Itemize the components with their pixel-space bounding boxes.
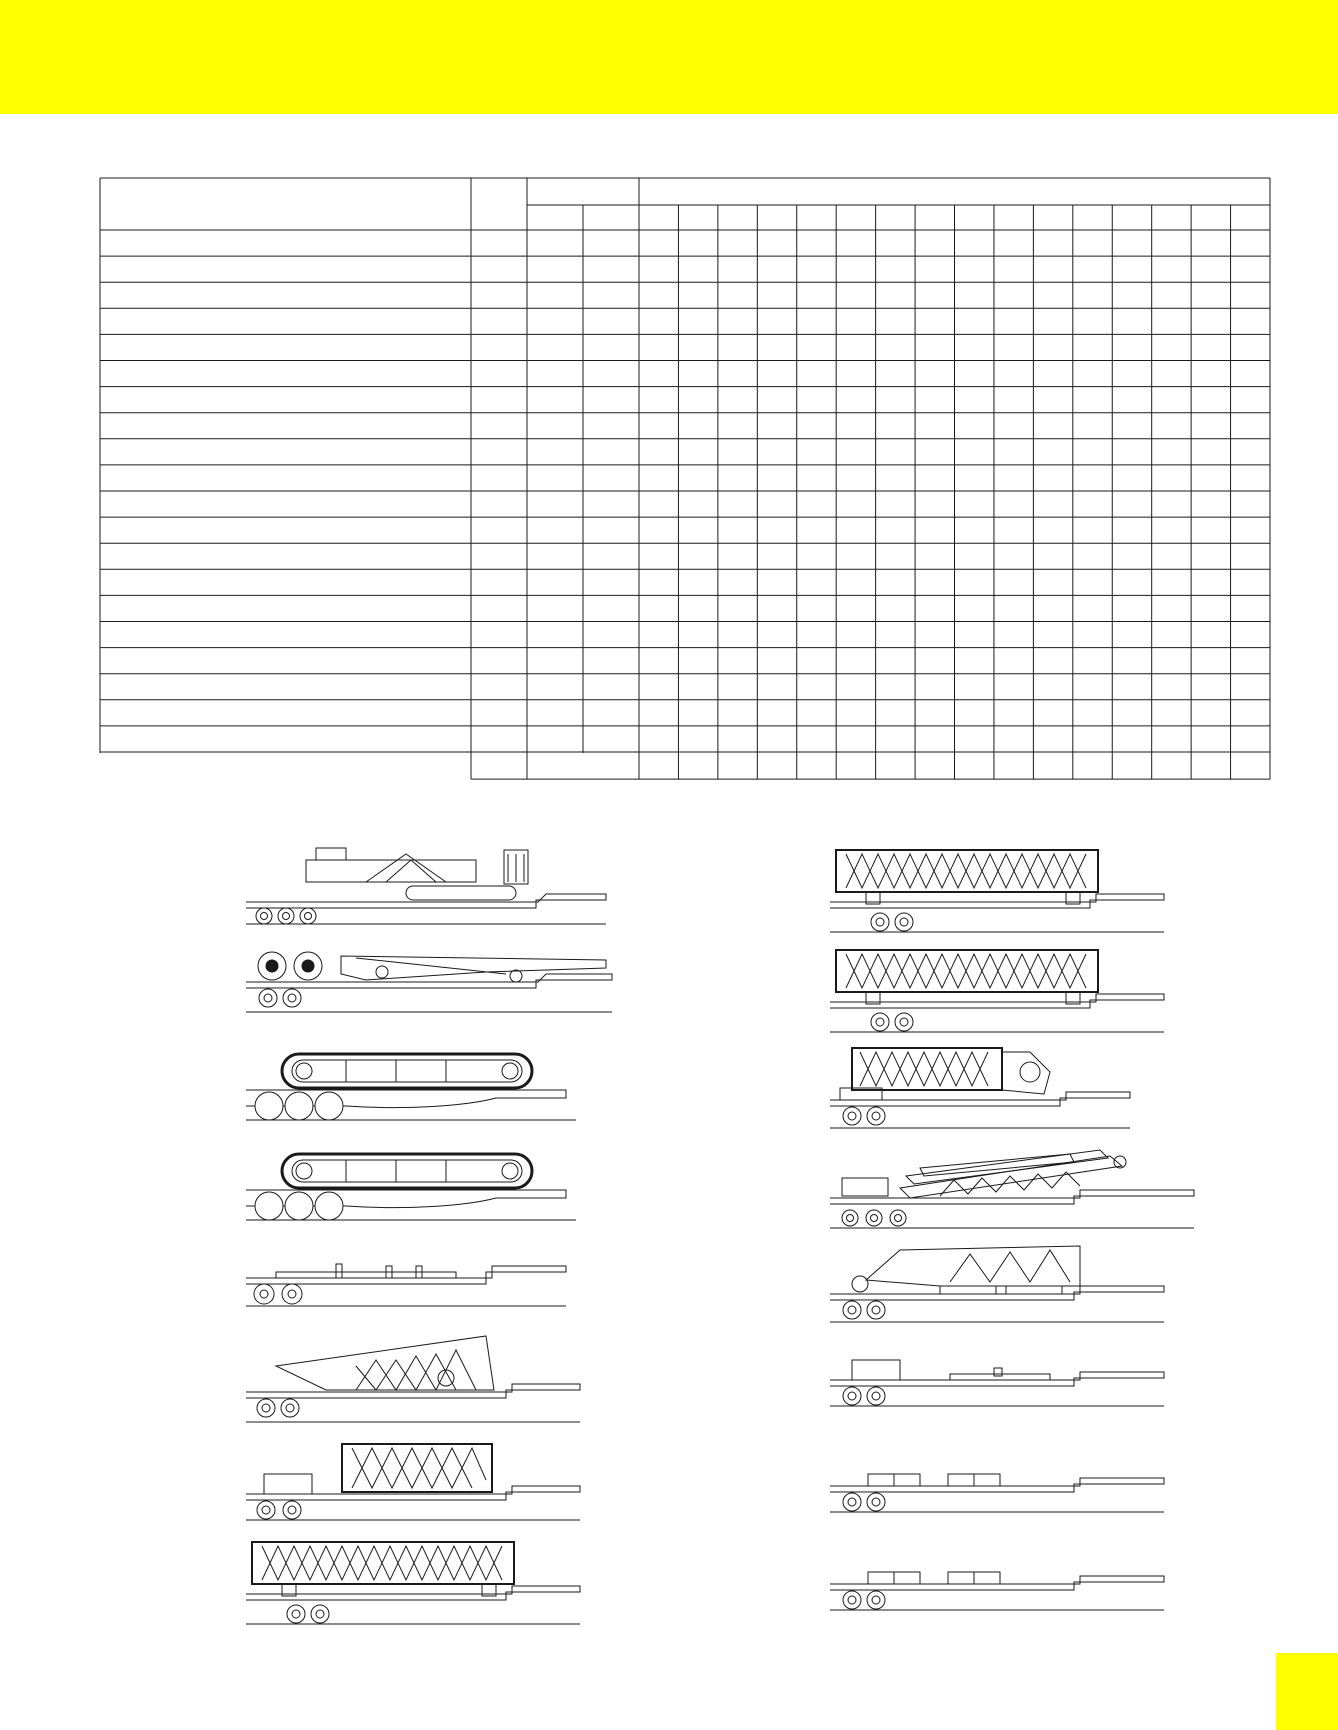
page-corner-tab xyxy=(1276,1653,1338,1730)
transport-diagram-boom-insert-right-1 xyxy=(830,844,1164,936)
transport-diagram-jib-bundle xyxy=(830,1140,1194,1232)
transport-diagram-counterweight-frame xyxy=(246,1254,566,1310)
transport-diagram-boom-foot-section xyxy=(246,1336,580,1426)
transport-diagram-counterweights-1 xyxy=(830,1464,1164,1514)
transport-diagram-boom-insert-right-2 xyxy=(830,944,1164,1036)
transport-diagram-boom-insert-long xyxy=(246,1536,580,1628)
transport-diagram-boom-insert-small xyxy=(246,1440,580,1524)
transport-diagram-boom-head-section xyxy=(830,1042,1130,1132)
transport-diagram-hook-block-parts xyxy=(830,1354,1164,1408)
transport-diagram-jib-head xyxy=(830,1240,1164,1326)
transport-diagram-drums-boom-base xyxy=(246,944,612,1014)
transport-diagram-crawler-right xyxy=(246,1144,576,1222)
transport-diagram-upperstructure xyxy=(246,842,606,934)
transport-diagram-counterweights-2 xyxy=(830,1562,1164,1612)
transport-diagram-crawler-left xyxy=(246,1044,576,1122)
